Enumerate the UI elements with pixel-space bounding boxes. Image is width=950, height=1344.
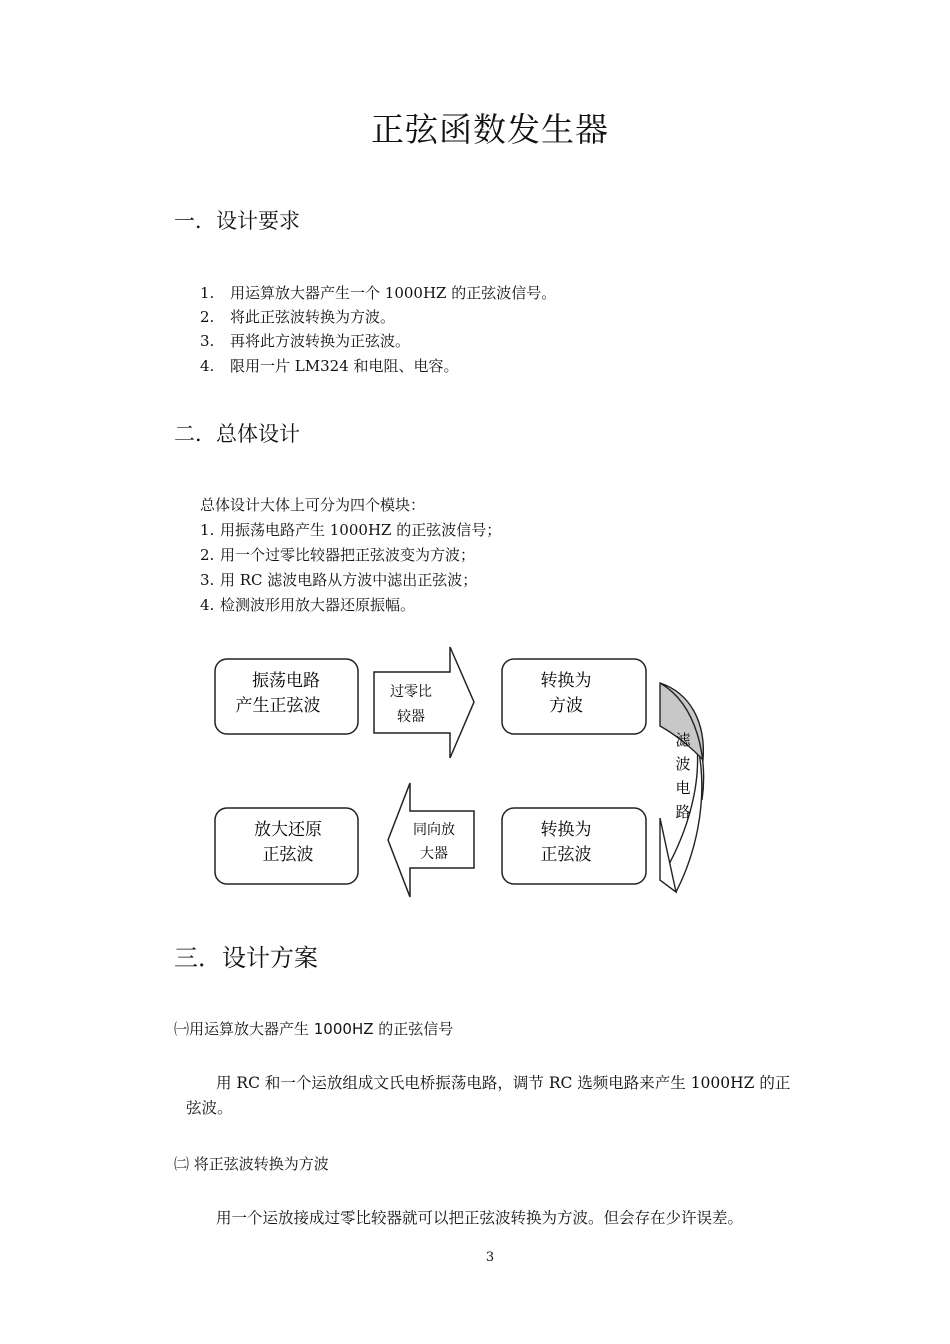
section-heading-requirements: 一．设计要求: [174, 209, 300, 233]
module-item: 4. 检测波形用放大器还原振幅。: [200, 596, 416, 614]
module-item: 3. 用 RC 滤波电路从方波中滤出正弦波；: [200, 571, 478, 589]
box-amplify-restore-line2: 正弦波: [262, 845, 314, 865]
module-item: 1. 用振荡电路产生 1000HZ 的正弦波信号；: [200, 521, 502, 539]
arrow-amplifier: [388, 783, 474, 897]
section-heading-overall-design: 二．总体设计: [174, 422, 300, 446]
box-square-wave-line2: 方波: [549, 696, 583, 716]
box-square-wave-line1: 转换为: [540, 671, 592, 691]
arrow-comparator-line2: 较器: [397, 709, 425, 725]
box-amplify-restore-line1: 放大还原: [254, 820, 322, 840]
paragraph-oscillator-line1: 用 RC 和一个运放组成文氏电桥振荡电路，调节 RC 选频电路来产生 1000HZ 的正: [216, 1074, 791, 1092]
filter-label-char: 滤: [675, 731, 691, 749]
page-title: 正弦函数发生器: [371, 110, 609, 149]
requirement-item: 1. 用运算放大器产生一个 1000HZ 的正弦波信号。: [200, 284, 557, 302]
section-heading-design-plan: 三．设计方案: [174, 944, 318, 972]
subsection-heading-square: ㈡ 将正弦波转换为方波: [174, 1155, 329, 1173]
arrow-comparator-line1: 过零比: [390, 684, 432, 700]
requirement-item: 3. 再将此方波转换为正弦波。: [200, 332, 411, 350]
box-oscillator-line1: 振荡电路: [252, 671, 320, 691]
filter-label-char: 路: [675, 803, 691, 821]
page-number: 3: [485, 1250, 495, 1265]
arrow-amplifier-line2: 大器: [420, 846, 448, 862]
box-oscillator-line2: 产生正弦波: [235, 696, 321, 716]
module-item: 2. 用一个过零比较器把正弦波变为方波；: [200, 546, 476, 564]
requirement-item: 4. 限用一片 LM324 和电阻、电容。: [200, 357, 459, 375]
box-sine-wave-line1: 转换为: [540, 820, 592, 840]
arrow-comparator: [374, 647, 474, 758]
filter-label-char: 波: [675, 755, 691, 773]
box-sine-wave-line2: 正弦波: [540, 845, 592, 865]
subsection-heading-oscillator: ㈠用运算放大器产生 1000HZ 的正弦信号: [174, 1020, 454, 1038]
overall-intro: 总体设计大体上可分为四个模块：: [200, 496, 426, 514]
filter-label-char: 电: [675, 779, 691, 797]
paragraph-square: 用一个运放接成过零比较器就可以把正弦波转换为方波。但会存在少许误差。: [216, 1209, 744, 1227]
requirement-item: 2. 将此正弦波转换为方波。: [200, 308, 396, 326]
arrow-amplifier-line1: 同向放: [413, 822, 455, 838]
paragraph-oscillator-line2: 弦波。: [186, 1099, 233, 1117]
